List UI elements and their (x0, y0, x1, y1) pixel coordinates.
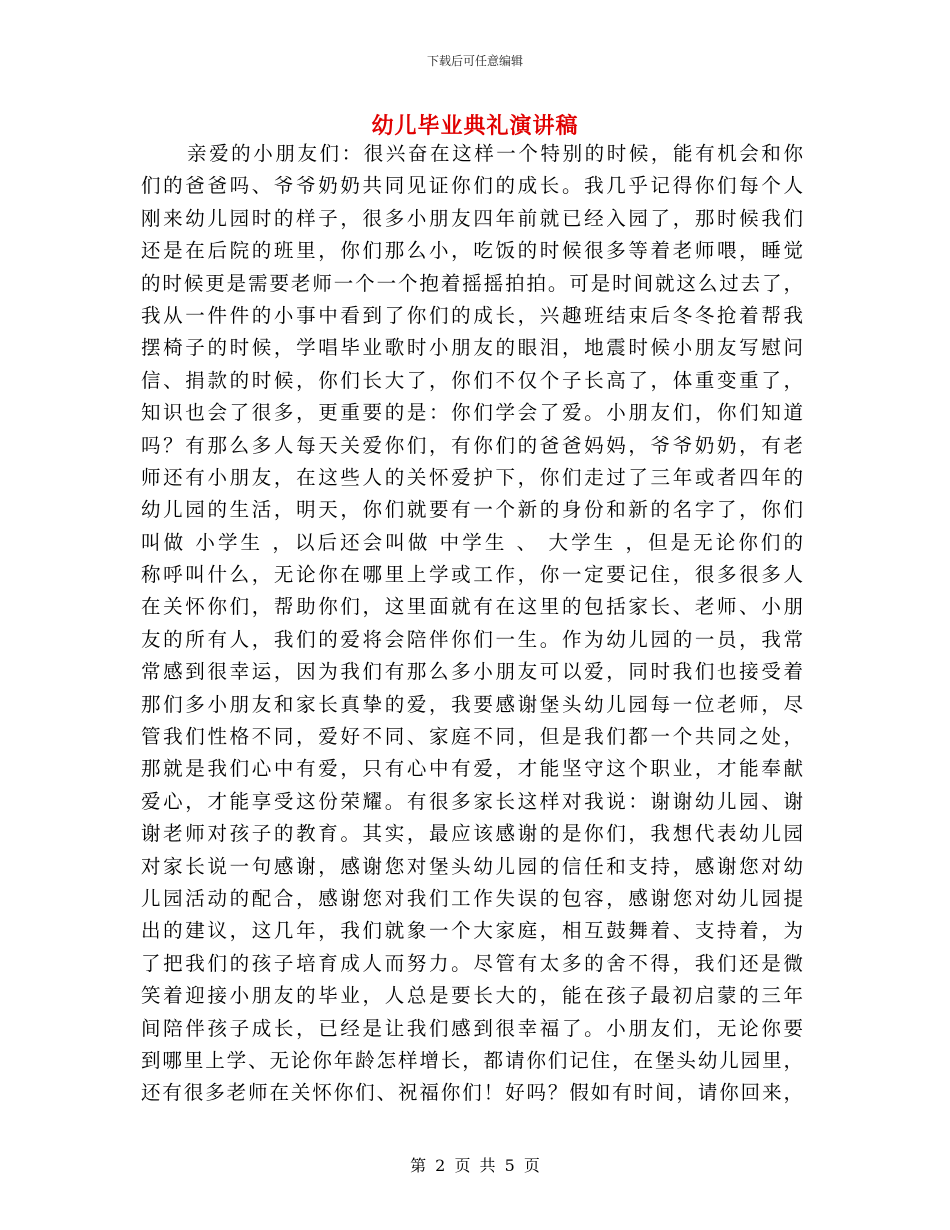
body-line: 儿园活动的配合，感谢您对我们工作失误的包容，感谢您对幼儿园提 (141, 886, 803, 910)
body-line: 们的爸爸吗、爷爷奶奶共同见证你们的成长。我几乎记得你们每个人 (141, 174, 803, 198)
body-line: 还是在后院的班里，你们那么小，吃饭的时候很多等着老师喂，睡觉 (141, 239, 803, 263)
body-line: 叫做 小学生 ，以后还会叫做 中学生 、 大学生 ，但是无论你们的 (141, 530, 803, 554)
header-note: 下载后可任意编辑 (426, 54, 523, 68)
body-line: 到哪里上学、无论你年龄怎样增长，都请你们记住，在堡头幼儿园里， (141, 1048, 803, 1072)
body-line: 信、捐款的时候，你们长大了，你们不仅个子长高了，体重变重了， (141, 368, 803, 392)
body-line: 间陪伴孩子成长，已经是让我们感到很幸福了。小朋友们，无论你要 (141, 1016, 803, 1040)
body-line: 摆椅子的时候，学唱毕业歌时小朋友的眼泪，地震时候小朋友写慰问 (141, 336, 803, 360)
body-line: 那们多小朋友和家长真挚的爱，我要感谢堡头幼儿园每一位老师，尽 (141, 692, 803, 716)
body-line: 我从一件件的小事中看到了你们的成长，兴趣班结束后冬冬抢着帮我 (141, 303, 803, 327)
document-title: 幼儿毕业典礼演讲稿 (371, 113, 579, 139)
body-line: 在关怀你们，帮助你们，这里面就有在这里的包括家长、老师、小朋 (141, 595, 803, 619)
speech-body (141, 138, 803, 1110)
body-line: 知识也会了很多，更重要的是：你们学会了爱。小朋友们，你们知道 (141, 401, 803, 425)
body-line: 笑着迎接小朋友的毕业，人总是要长大的，能在孩子最初启蒙的三年 (141, 984, 803, 1008)
body-line: 常感到很幸运，因为我们有那么多小朋友可以爱，同时我们也接受着 (141, 660, 803, 684)
body-line: 对家长说一句感谢，感谢您对堡头幼儿园的信任和支持，感谢您对幼 (141, 854, 803, 878)
body-line: 谢老师对孩子的教育。其实，最应该感谢的是你们，我想代表幼儿园 (141, 822, 803, 846)
body-line: 爱心，才能享受这份荣耀。有很多家长这样对我说：谢谢幼儿园、谢 (141, 789, 803, 813)
body-line: 吗？有那么多人每天关爱你们，有你们的爸爸妈妈，爷爷奶奶，有老 (141, 433, 803, 457)
body-line: 幼儿园的生活，明天，你们就要有一个新的身份和新的名字了，你们 (141, 498, 803, 522)
page-number-footer: 第 2 页 共 5 页 (410, 1156, 540, 1175)
body-line: 刚来幼儿园时的样子，很多小朋友四年前就已经入园了，那时候我们 (141, 206, 803, 230)
body-line: 称呼叫什么，无论你在哪里上学或工作，你一定要记住，很多很多人 (141, 563, 803, 587)
body-line: 友的所有人，我们的爱将会陪伴你们一生。作为幼儿园的一员，我常 (141, 627, 803, 651)
body-line: 了把我们的孩子培育成人而努力。尽管有太多的舍不得，我们还是微 (141, 951, 803, 975)
body-line: 师还有小朋友，在这些人的关怀爱护下，你们走过了三年或者四年的 (141, 465, 803, 489)
body-line: 亲爱的小朋友们：很兴奋在这样一个特别的时候，能有机会和你 (187, 142, 803, 165)
body-line: 的时候更是需要老师一个一个抱着摇摇拍拍。可是时间就这么过去了， (141, 271, 803, 295)
body-line: 那就是我们心中有爱，只有心中有爱，才能坚守这个职业，才能奉献 (141, 757, 803, 781)
body-line: 还有很多老师在关怀你们、祝福你们！好吗？假如有时间，请你回来， (141, 1081, 803, 1105)
body-line: 管我们性格不同，爱好不同、家庭不同，但是我们都一个共同之处， (141, 725, 803, 749)
body-line: 出的建议，这几年，我们就象一个大家庭，相互鼓舞着、支持着，为 (141, 919, 803, 943)
